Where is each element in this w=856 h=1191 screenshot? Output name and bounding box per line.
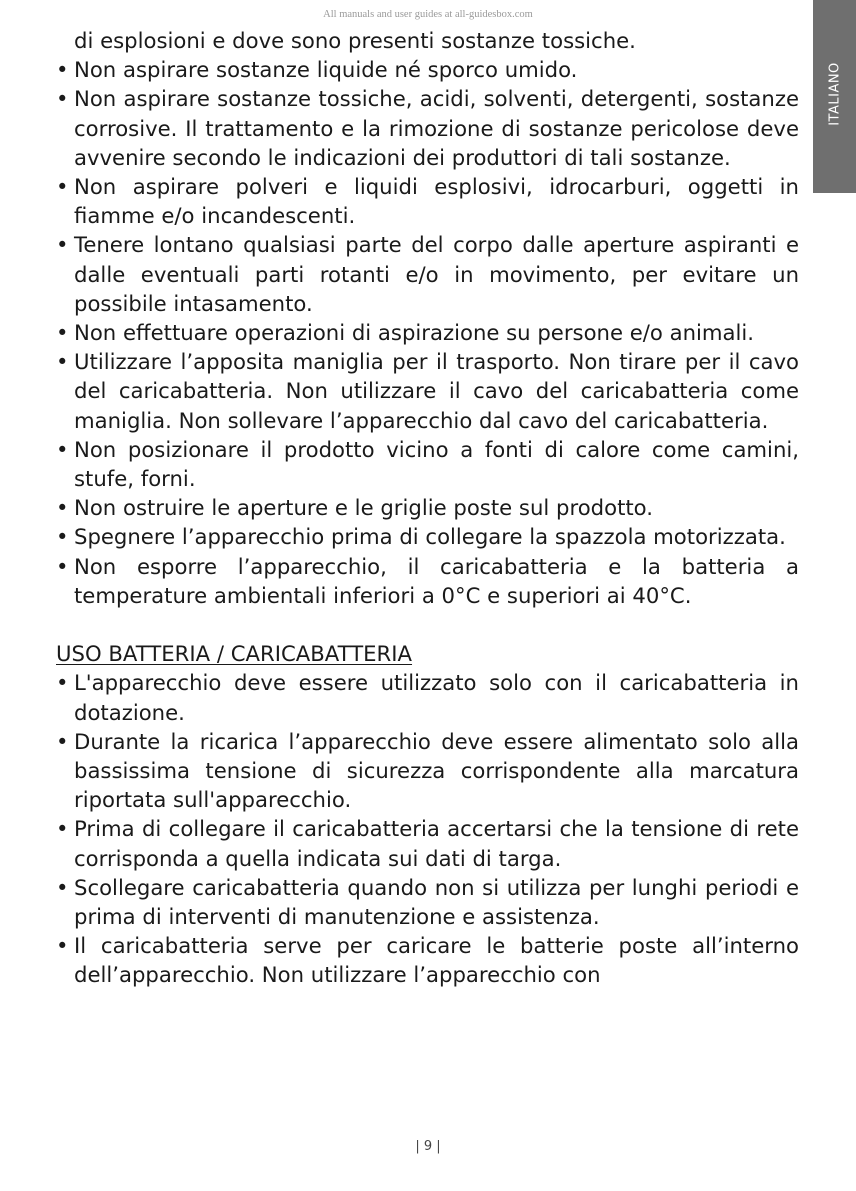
- list-item-text: Non posizionare il prodotto vicino a fonti di calore come camini, stufe, forni.: [74, 436, 799, 492]
- list-item-text: Non aspirare sostanze tossiche, acidi, solventi, detergenti, sostanze corrosive. Il trattamento e la rimozione di sostanze pericolose deve avvenire secondo le indicazioni dei produttori di tali sostanze.: [74, 86, 799, 170]
- page-number: | 9 |: [415, 1139, 441, 1154]
- page-content: [56, 26, 799, 990]
- list-item-text: Non aspirare polveri e liquidi esplosivi, idrocarburi, oggetti in fiamme e/o incandescenti.: [74, 174, 799, 229]
- list-item: [56, 318, 799, 347]
- list-item-text: Durante la ricarica l’apparecchio deve essere alimentato solo alla bassissima tensione di sicurezza corrispondente alla marcatura riportata sull'apparecchio.: [74, 728, 799, 813]
- bullet-icon: •: [56, 553, 69, 579]
- bullet-icon: •: [56, 495, 69, 521]
- list-item-text: Non aspirare sostanze liquide né sporco umido.: [74, 57, 578, 83]
- list-item-text: Non esporre l’apparecchio, il caricabatteria e la batteria a temperature ambientali inferiori a 0°C e superiori ai 40°C.: [74, 553, 799, 608]
- bullet-icon: •: [56, 728, 69, 754]
- list-item-text: Tenere lontano qualsiasi parte del corpo dalle aperture aspiranti e dalle eventuali parti rotanti e/o in movimento, per evitare un possibile intasamento.: [74, 232, 799, 316]
- bullet-icon: •: [56, 933, 69, 959]
- list-item: [56, 668, 799, 726]
- continuation-text: di esplosioni e dove sono presenti sostanze tossiche.: [74, 28, 636, 53]
- bullet-icon: •: [56, 816, 69, 842]
- list-item-text: Prima di collegare il caricabatteria accertarsi che la tensione di rete corrisponda a quella indicata sui dati di targa.: [74, 816, 799, 871]
- bullet-icon: •: [56, 57, 69, 83]
- bullet-icon: •: [56, 524, 69, 550]
- list-item-text: L'apparecchio deve essere utilizzato solo con il caricabatteria in dotazione.: [74, 670, 799, 725]
- language-tab-label: ITALIANO: [827, 62, 842, 126]
- list-item: [56, 931, 799, 989]
- list-item: [56, 552, 799, 610]
- bullet-icon: •: [56, 86, 69, 112]
- bullet-icon: •: [56, 232, 69, 258]
- list-item-text: Non ostruire le aperture e le griglie poste sul prodotto.: [74, 495, 654, 521]
- bullet-icon: •: [56, 349, 69, 375]
- list-item-text: Utilizzare l’apposita maniglia per il trasporto. Non tirare per il cavo del caricabatteria. Non utilizzare il cavo del caricabatteria come maniglia. Non sollevare l’apparecchio dal cavo del caricabatteria.: [74, 349, 799, 433]
- list-item: [56, 814, 799, 872]
- bullet-icon: •: [56, 874, 69, 900]
- list-item: [56, 84, 799, 172]
- list-item: [56, 522, 799, 551]
- list-item-text: Scollegare caricabatteria quando non si utilizza per lunghi periodi e prima di interventi di manutenzione e assistenza.: [74, 874, 799, 930]
- bullet-icon: •: [56, 670, 69, 696]
- list-item: [56, 230, 799, 318]
- list-item: [56, 727, 799, 815]
- language-tab: [813, 0, 856, 193]
- list-item-text: Non effettuare operazioni di aspirazione su persone e/o animali.: [74, 320, 755, 346]
- list-item-text: Spegnere l’apparecchio prima di collegare la spazzola motorizzata.: [74, 524, 786, 550]
- list-item-text: Il caricabatteria serve per caricare le batterie poste all’interno dell’apparecchio. Non utilizzare l’apparecchio con: [74, 933, 799, 988]
- list-item: [56, 493, 799, 522]
- list-item: [56, 55, 799, 84]
- bullet-icon: •: [56, 320, 69, 346]
- section-title: USO BATTERIA / CARICABATTERIA: [56, 641, 413, 667]
- bullet-icon: •: [56, 174, 69, 200]
- list-item: [56, 435, 799, 493]
- safety-list: [56, 55, 799, 610]
- list-item: [56, 347, 799, 435]
- watermark: All manuals and user guides at all-guidesbox.com: [323, 9, 533, 20]
- list-item: [56, 172, 799, 230]
- list-item: [56, 873, 799, 931]
- battery-list: [56, 668, 799, 989]
- bullet-icon: •: [56, 436, 69, 462]
